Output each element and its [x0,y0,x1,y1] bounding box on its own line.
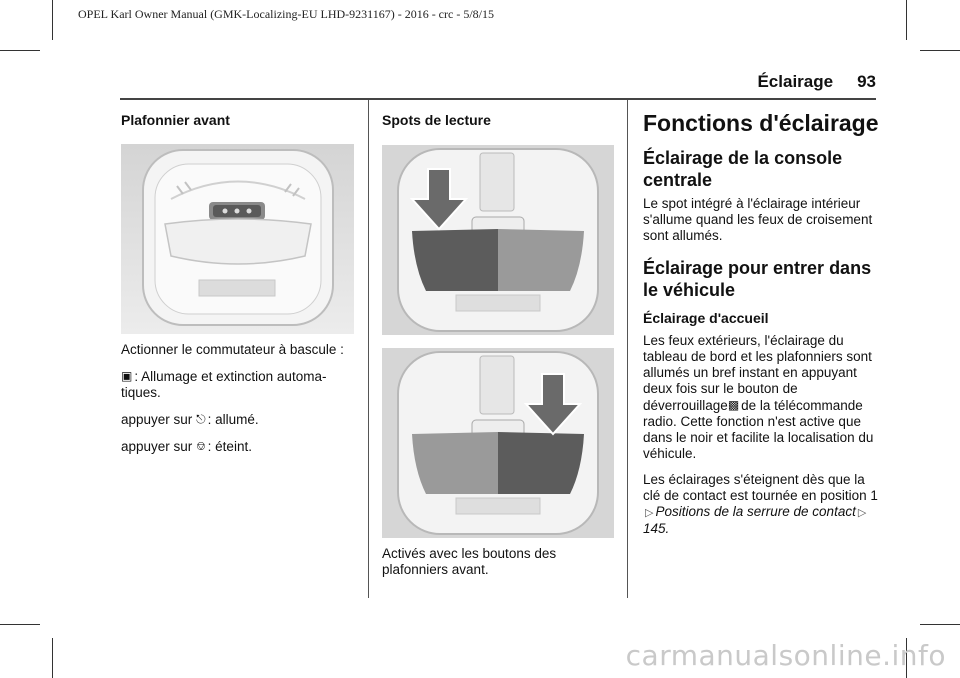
lighting-functions-title: Fonctions d'éclairage [643,110,879,136]
car-door-icon: ▣ [121,369,133,383]
triangle-ref-icon: ▷ [645,507,654,519]
reading-spots-heading: Spots de lecture [382,112,491,128]
entry-lighting-heading: Éclairage pour entrer dans le véhicule [643,258,872,300]
page-number: 93 [857,72,876,91]
item-on: appuyer sur ⎋ : allumé. [121,412,259,427]
front-light-heading: Plafonnier avant [121,112,230,128]
front-dome-light-photo [121,144,354,334]
reading-spots-caption: Activés avec les boutons des plafonniers avant. [382,546,557,577]
item-off: appuyer sur ⎊ : éteint. [121,439,252,454]
console-lighting-heading: Éclairage de la console centrale [643,148,843,190]
crop-mark [0,624,40,625]
item-auto: ▣ : Allumage et extinction automatiques. [121,369,327,400]
crop-mark [906,0,907,40]
column-rule [368,100,369,598]
page-header [757,72,876,92]
triangle-ref-icon: ▷ [857,507,867,519]
crop-mark [0,50,40,51]
reading-spot-right-photo [382,348,614,538]
crop-mark [52,638,53,678]
crop-mark [920,50,960,51]
front-light-text [121,342,357,465]
welcome-lighting-heading: Éclairage d'accueil [643,310,769,326]
watermark: carmanualsonline.info [625,639,946,672]
instruction: Actionner le commutateur à bascule : [121,342,344,357]
console-lighting-text: Le spot intégré à l'éclairage intérieur s'allume quand les feux de croisement sont allumés. [643,196,873,243]
header-rule [120,98,876,100]
welcome-lighting-text: Les feux extérieurs, l'éclairage du tableau de bord et les plafonniers sont allumés un bref instant en appuyant deux fois sur le bouton de déverrouillage▩ de la télécommande radio. Cette fonction n'est active que dans le noir et facilite la localisation du véhicule. Les éclairages s'éteignent dès que la clé de contact est tournée en position 1▷ Positions de la serrure de contact ▷145. [643,333,878,536]
reading-spot-left-photo [382,145,614,335]
unlock-key-icon: ▩ [727,398,740,412]
print-meta: OPEL Karl Owner Manual (GMK-Localizing-EU LHD-9231167) - 2016 - crc - 5/8/15 [78,7,494,21]
column-rule [627,100,628,598]
lamp-off-icon: ⎊ [196,439,206,453]
lamp-on-icon: ⎋ [196,412,206,426]
crop-mark [52,0,53,40]
crop-mark [920,624,960,625]
ignition-positions-link[interactable]: Positions de la serrure de contact [655,504,856,519]
section-title: Éclairage [757,72,834,91]
page-ref[interactable]: 145. [643,521,670,536]
